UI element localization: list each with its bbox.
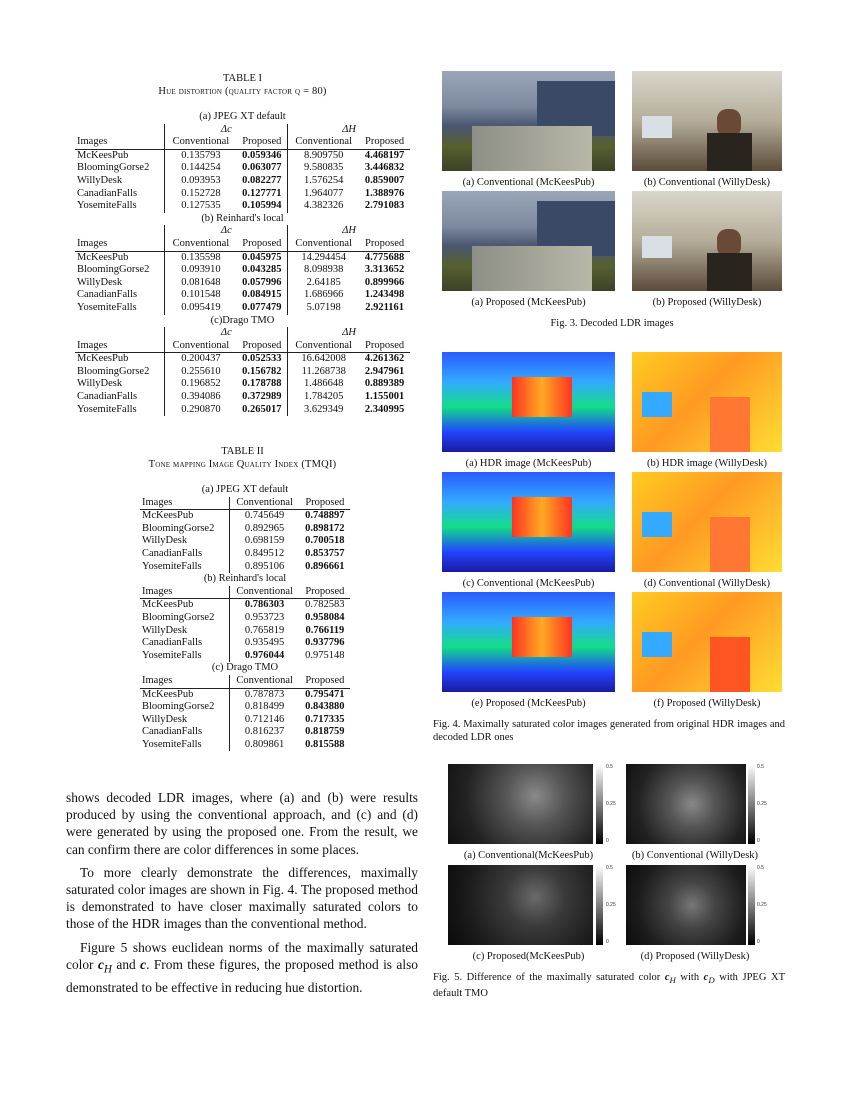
table2-cell: 0.717335 — [305, 713, 345, 725]
table2-cell: 0.786303 — [244, 599, 285, 611]
table1-cell: CanadianFalls — [75, 188, 165, 201]
table2-cell: 0.975148 — [305, 649, 345, 661]
table1-cell: 2.64185 — [306, 276, 341, 288]
fig5-tick-d-2: 0 — [757, 939, 760, 945]
table1-cell: 0.200437 — [181, 353, 221, 365]
fig5-caption-c: (c) Proposed(McKeesPub) — [472, 951, 585, 962]
fig5-colorbar-c — [596, 865, 603, 945]
table1-delta-c-header: Δc — [165, 124, 288, 137]
fig3-caption: Fig. 3. Decoded LDR images — [550, 318, 674, 329]
table1-column-header: Images — [75, 238, 165, 251]
table1-column-header: Proposed — [236, 340, 287, 353]
table2-cell: 0.745649 — [244, 510, 285, 522]
table2-column-header: Conventional — [229, 675, 300, 688]
table2-column-header: Proposed — [300, 586, 350, 599]
fig5-tick-a-1: 0.25 — [606, 801, 616, 807]
table2-section-label: (c) Drago TMO — [211, 662, 279, 674]
table1-cell: YosemiteFalls — [75, 302, 165, 315]
table1-cell: 5.07198 — [306, 301, 341, 313]
table2-cell: 0.782583 — [305, 599, 345, 611]
table1-cell: 0.899966 — [364, 276, 405, 288]
table2-cell: 0.935495 — [244, 637, 285, 649]
table1-delta-header-row — [75, 327, 410, 340]
table1-cell: 0.095419 — [181, 301, 221, 313]
table-row — [140, 548, 350, 561]
table2-cell: 0.748897 — [305, 510, 345, 522]
table1-cell: BloomingGorse2 — [75, 264, 165, 277]
table2-cell: 0.953723 — [244, 611, 285, 623]
table-row — [140, 561, 350, 574]
p3-pre: Figure 5 shows euclidean norms of the maximally saturated color — [66, 939, 418, 972]
fig5-image-conventional-mckeespub — [448, 764, 593, 844]
table1-cell: 11.268738 — [301, 365, 346, 377]
table-row — [75, 391, 410, 404]
table1-cell: 0.081648 — [181, 276, 221, 288]
p3-sub1: H — [103, 963, 112, 976]
table1-column-header: Proposed — [359, 340, 410, 353]
table1-cell: 0.077479 — [236, 302, 287, 315]
table1-cell: 0.156782 — [236, 366, 287, 379]
table1-column-header: Proposed — [359, 238, 410, 251]
table2-cell: 0.958084 — [305, 611, 345, 623]
fig5-caption-suffix: with JPEG XT default TMO — [433, 972, 786, 1000]
table1-cell: 16.642008 — [301, 353, 347, 365]
table2-section-label: (a) JPEG XT default — [201, 484, 289, 495]
table1-column-header: Conventional — [288, 136, 359, 149]
fig5-colorbar-b — [748, 764, 755, 844]
table1-cell: CanadianFalls — [75, 391, 165, 404]
table1-cell: 2.791083 — [364, 200, 405, 212]
table1-empty-cell — [75, 327, 165, 340]
table1-cell: 2.947961 — [364, 365, 405, 377]
table2-cell: BloomingGorse2 — [140, 701, 229, 714]
table-row — [75, 404, 410, 417]
table-row — [75, 251, 410, 264]
table1-cell: 8.098938 — [304, 264, 344, 276]
table2-cell: 0.712146 — [244, 713, 285, 725]
table1-cell: 14.294454 — [301, 251, 347, 263]
table1-column-header: Conventional — [165, 238, 236, 251]
table1-empty-cell — [75, 225, 165, 238]
fig4-caption: Fig. 4. Maximally saturated color images generated from original HDR images and decoded LDR ones — [433, 719, 785, 743]
table1-cell: 1.243498 — [364, 289, 405, 301]
table1-cell: 2.340995 — [364, 403, 405, 415]
table2-cell: 0.853757 — [305, 547, 345, 559]
table1-cell: 0.394086 — [181, 391, 221, 403]
table1-cell: CanadianFalls — [75, 289, 165, 302]
fig5-tick-c-2: 0 — [606, 939, 609, 945]
table2-cell: McKeesPub — [140, 510, 229, 523]
table1-delta-h-header: ΔH — [342, 225, 356, 237]
table2-cell: 0.698159 — [244, 535, 285, 547]
fig5-tick-b-2: 0 — [757, 838, 760, 844]
table2-cell: YosemiteFalls — [140, 650, 229, 663]
fig3-image-conventional-willydesk — [632, 71, 782, 171]
table2-cell: 0.765819 — [244, 624, 285, 636]
paragraph-3 — [66, 939, 418, 996]
table2-cell: 0.896661 — [305, 560, 345, 572]
table1-cell: 0.043285 — [236, 264, 287, 277]
table2-cell: 0.818759 — [305, 726, 345, 738]
fig4-image-proposed-mckeespub — [442, 592, 615, 692]
body-text — [66, 789, 418, 1002]
table-row — [75, 188, 410, 201]
table1-cell: 0.889389 — [364, 378, 405, 390]
table2-section-label-row — [140, 662, 350, 675]
table2-column-header: Images — [140, 586, 229, 599]
table1 — [75, 111, 410, 416]
table1-cell: 0.144254 — [181, 162, 221, 174]
table-row — [75, 175, 410, 188]
table-row — [75, 162, 410, 175]
fig4-image-hdr-willydesk — [632, 352, 782, 452]
table1-cell: WillyDesk — [75, 378, 165, 391]
fig5-caption-prefix: Fig. 5. Difference of the maximally saturated color — [433, 972, 665, 983]
table1-cell: 1.784205 — [304, 391, 344, 403]
table2-grid — [140, 484, 350, 751]
table1-cell: YosemiteFalls — [75, 404, 165, 417]
fig5-caption-a: (a) Conventional(McKeesPub) — [463, 850, 594, 861]
fig5-caption — [433, 971, 785, 1000]
table1-cell: 2.921161 — [365, 301, 404, 313]
table-row — [140, 523, 350, 536]
fig4-caption-b: (b) HDR image (WillyDesk) — [646, 458, 767, 469]
table-row — [140, 714, 350, 727]
table2-cell: 0.787873 — [244, 688, 285, 700]
table1-cell: 0.178788 — [236, 378, 287, 391]
table1-cell: 3.313652 — [364, 264, 405, 276]
table2 — [140, 484, 350, 751]
fig4-image-conventional-mckeespub — [442, 472, 615, 572]
fig4-caption-c: (c) Conventional (McKeesPub) — [462, 578, 595, 589]
table1-cell: BloomingGorse2 — [75, 366, 165, 379]
table-row — [140, 612, 350, 625]
table1-column-header-row — [75, 238, 410, 251]
table-row — [140, 726, 350, 739]
table-row — [75, 353, 410, 366]
table-row — [140, 535, 350, 548]
table-row — [75, 302, 410, 315]
table1-cell: WillyDesk — [75, 277, 165, 290]
fig5-tick-c-0: 0.5 — [606, 865, 613, 871]
table2-column-header-row — [140, 586, 350, 599]
fig5-tick-b-0: 0.5 — [757, 764, 764, 770]
table2-cell: 0.937796 — [305, 637, 345, 649]
table1-cell: 0.127535 — [181, 200, 221, 212]
fig5-image-proposed-mckeespub — [448, 865, 593, 945]
table2-cell: WillyDesk — [140, 625, 229, 638]
table1-column-header: Proposed — [236, 136, 287, 149]
table1-cell: 1.964077 — [304, 187, 344, 199]
table2-cell: 0.898172 — [305, 522, 345, 534]
paragraph-1: shows decoded LDR images, where (a) and (b) were results produced by using the conventional approach, and (c) and (d) were generated by using the proposed one. From the result, we can confirm there are color differences in some places. — [66, 790, 418, 857]
table2-column-header: Proposed — [300, 497, 350, 510]
table1-cell: 0.052533 — [236, 353, 287, 366]
table1-cell: 1.155001 — [364, 391, 405, 403]
table1-cell: 3.629349 — [304, 403, 344, 415]
fig5-caption-sub2: D — [708, 975, 715, 986]
table1-column-header: Conventional — [165, 136, 236, 149]
table1-delta-header-row — [75, 225, 410, 238]
table2-cell: 0.976044 — [244, 649, 285, 661]
table1-section-label: (c)Drago TMO — [210, 314, 275, 326]
fig4-caption-f: (f) Proposed (WillyDesk) — [653, 698, 761, 709]
table1-column-header: Images — [75, 340, 165, 353]
fig3-caption-c: (a) Proposed (McKeesPub) — [471, 297, 586, 308]
fig4-caption-d: (d) Conventional (WillyDesk) — [643, 578, 771, 589]
fig5-tick-a-0: 0.5 — [606, 764, 613, 770]
table1-cell: 0.265017 — [236, 404, 287, 417]
table2-cell: 0.849512 — [244, 547, 285, 559]
table1-cell: 9.580835 — [304, 162, 344, 174]
fig5-caption-sym1: c — [664, 972, 670, 983]
table1-cell: McKeesPub — [75, 251, 165, 264]
table1-cell: 0.059346 — [236, 149, 287, 162]
table2-title: TABLE II — [221, 446, 264, 457]
table1-cell: 4.382326 — [304, 200, 344, 212]
table-row — [140, 510, 350, 523]
table1-delta-c-header: Δc — [165, 225, 288, 238]
table2-cell: CanadianFalls — [140, 726, 229, 739]
table1-section-label-row — [75, 315, 410, 328]
table1-cell: 0.101548 — [181, 289, 221, 301]
table1-column-header: Conventional — [288, 340, 359, 353]
table1-section-label: (b) Reinhard's local — [201, 212, 284, 224]
table-row — [75, 366, 410, 379]
table1-cell: 0.255610 — [181, 365, 221, 377]
table1-delta-h-header: ΔH — [342, 123, 356, 135]
fig5-tick-a-2: 0 — [606, 838, 609, 844]
table1-subtitle: Hue distortion (quality factor q = 80) — [158, 86, 327, 97]
table1-column-header: Proposed — [236, 238, 287, 251]
fig3-image-proposed-willydesk — [632, 191, 782, 291]
table2-column-header: Conventional — [229, 497, 300, 510]
table1-cell: 4.468197 — [364, 149, 405, 161]
table1-delta-c-header: Δc — [165, 327, 288, 340]
table2-cell: WillyDesk — [140, 714, 229, 727]
table1-cell: 1.576254 — [304, 174, 344, 186]
table1-cell: WillyDesk — [75, 175, 165, 188]
table1-section-label-row — [75, 213, 410, 226]
fig5-tick-c-1: 0.25 — [606, 902, 616, 908]
table2-subtitle: Tone mapping Image Quality Index (TMQI) — [148, 459, 337, 470]
table1-cell: 0.372989 — [236, 391, 287, 404]
table1-cell: 1.388976 — [364, 187, 405, 199]
table1-cell: 0.127771 — [236, 188, 287, 201]
table1-column-header-row — [75, 136, 410, 149]
table1-cell: 0.082277 — [236, 175, 287, 188]
fig4-image-proposed-willydesk — [632, 592, 782, 692]
fig4-image-hdr-mckeespub — [442, 352, 615, 452]
table-row — [75, 378, 410, 391]
table2-cell: 0.892965 — [244, 522, 285, 534]
table1-cell: 0.084915 — [236, 289, 287, 302]
table2-column-header: Images — [140, 497, 229, 510]
table1-delta-h-header: ΔH — [342, 327, 356, 339]
table-row — [75, 200, 410, 213]
paragraph-2: To more clearly demonstrate the differences, maximally saturated color images are shown in Fig. 4. The proposed method is demonstrated to have closer maximally saturated colors to those of the HDR images than the conventional method. — [66, 864, 418, 932]
table2-column-header: Conventional — [229, 586, 300, 599]
table1-cell: 0.135598 — [181, 251, 221, 263]
fig3-caption-b: (b) Conventional (WillyDesk) — [643, 177, 771, 188]
p3-sym2: c — [140, 956, 147, 972]
fig5-caption-b: (b) Conventional (WillyDesk) — [631, 850, 759, 861]
table2-column-header-row — [140, 675, 350, 688]
fig4-caption-e: (e) Proposed (McKeesPub) — [471, 698, 586, 709]
table2-cell: CanadianFalls — [140, 637, 229, 650]
fig3-caption-a: (a) Conventional (McKeesPub) — [462, 177, 595, 188]
table1-cell: 0.105994 — [236, 200, 287, 213]
table2-column-header-row — [140, 497, 350, 510]
table-row — [140, 599, 350, 612]
table-row — [140, 625, 350, 638]
table1-cell: 1.486648 — [304, 378, 344, 390]
fig3-image-conventional-mckeespub — [442, 71, 615, 171]
table1-cell: 1.686966 — [304, 289, 344, 301]
table-row — [75, 149, 410, 162]
table1-cell: 0.196852 — [181, 378, 221, 390]
table-row — [140, 701, 350, 714]
table1-cell: 4.261362 — [364, 353, 405, 365]
table2-section-label: (b) Reinhard's local — [203, 573, 287, 585]
table2-cell: BloomingGorse2 — [140, 523, 229, 536]
table1-cell: 0.290870 — [181, 403, 221, 415]
table1-cell: 0.063077 — [236, 162, 287, 175]
table1-cell: 0.093953 — [181, 174, 221, 186]
table1-column-header-row — [75, 340, 410, 353]
table2-cell: 0.843880 — [305, 701, 345, 713]
table-row — [140, 650, 350, 663]
table1-delta-header-row — [75, 124, 410, 137]
fig5-caption-sub1: H — [669, 975, 676, 986]
table1-cell: 0.135793 — [181, 149, 221, 161]
table2-cell: McKeesPub — [140, 599, 229, 612]
table2-cell: WillyDesk — [140, 535, 229, 548]
table2-cell: BloomingGorse2 — [140, 612, 229, 625]
fig5-caption-sym2: c — [703, 972, 709, 983]
table-row — [140, 688, 350, 701]
p3-sym1: c — [97, 956, 104, 972]
table2-cell: 0.818499 — [244, 701, 285, 713]
table1-column-header: Conventional — [288, 238, 359, 251]
table-row — [140, 637, 350, 650]
fig5-colorbar-a — [596, 764, 603, 844]
table1-cell: YosemiteFalls — [75, 200, 165, 213]
table-row — [140, 739, 350, 752]
table2-column-header: Proposed — [300, 675, 350, 688]
table1-title: TABLE I — [222, 73, 263, 84]
p3-mid: and — [111, 956, 141, 972]
table2-section-label-row — [140, 573, 350, 586]
fig5-caption-d: (d) Proposed (WillyDesk) — [640, 951, 750, 962]
table1-section-label-row — [75, 111, 410, 124]
table2-cell: YosemiteFalls — [140, 739, 229, 752]
fig5-caption-mid: with — [675, 972, 704, 983]
table1-column-header: Conventional — [165, 340, 236, 353]
table1-grid — [75, 111, 410, 416]
table2-cell: 0.816237 — [244, 726, 285, 738]
table1-column-header: Images — [75, 136, 165, 149]
table2-cell: 0.815588 — [305, 738, 345, 750]
table2-cell: 0.700518 — [305, 535, 345, 547]
table1-cell: McKeesPub — [75, 353, 165, 366]
table1-cell: 0.859007 — [364, 174, 405, 186]
table2-cell: 0.809861 — [244, 738, 285, 750]
fig5-tick-b-1: 0.25 — [757, 801, 767, 807]
table2-cell: McKeesPub — [140, 688, 229, 701]
table-row — [75, 264, 410, 277]
table2-section-label-row — [140, 484, 350, 497]
table1-cell: 0.093910 — [181, 264, 221, 276]
table2-cell: YosemiteFalls — [140, 561, 229, 574]
table1-cell: 4.775688 — [364, 251, 405, 263]
fig5-tick-d-0: 0.5 — [757, 865, 764, 871]
table2-cell: 0.795471 — [305, 688, 345, 700]
fig4-caption-a: (a) HDR image (McKeesPub) — [465, 458, 592, 469]
table1-cell: McKeesPub — [75, 149, 165, 162]
table1-cell: 0.152728 — [181, 187, 221, 199]
table-row — [75, 277, 410, 290]
table1-cell: 0.057996 — [236, 277, 287, 290]
table2-cell: 0.895106 — [244, 560, 285, 572]
table2-column-header: Images — [140, 675, 229, 688]
fig5-image-conventional-willydesk — [626, 764, 746, 844]
fig5-colorbar-d — [748, 865, 755, 945]
table1-empty-cell — [75, 124, 165, 137]
fig4-image-conventional-willydesk — [632, 472, 782, 572]
table1-cell: 0.045975 — [236, 251, 287, 264]
p3-post: . From these figures, the proposed method is also demonstrated to be effective in reducing hue distortion. — [66, 956, 418, 995]
table1-column-header: Proposed — [359, 136, 410, 149]
fig5-image-proposed-willydesk — [626, 865, 746, 945]
fig3-image-proposed-mckeespub — [442, 191, 615, 291]
table1-cell: 8.909750 — [304, 149, 344, 161]
table1-cell: BloomingGorse2 — [75, 162, 165, 175]
fig3-caption-d: (b) Proposed (WillyDesk) — [652, 297, 762, 308]
table1-section-label: (a) JPEG XT default — [199, 111, 286, 122]
table-row — [75, 289, 410, 302]
fig5-tick-d-1: 0.25 — [757, 902, 767, 908]
table1-cell: 3.446832 — [364, 162, 405, 174]
table2-cell: CanadianFalls — [140, 548, 229, 561]
table2-cell: 0.766119 — [305, 624, 345, 636]
